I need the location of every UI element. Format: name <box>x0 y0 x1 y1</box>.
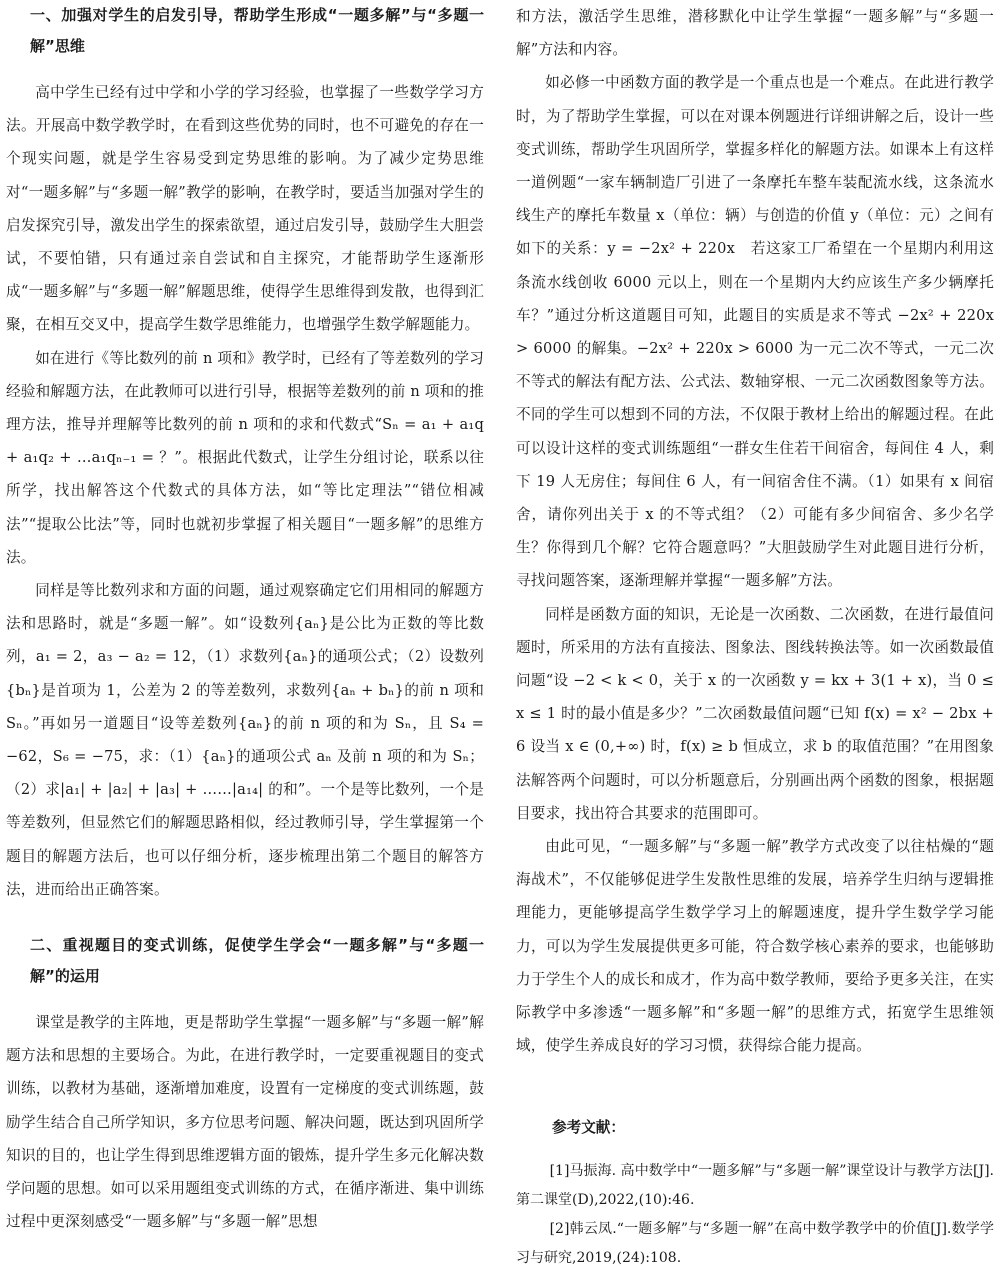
right-column <box>516 0 994 1273</box>
paragraph-7: 同样是函数方面的知识，无论是一次函数、二次函数，在进行最值问题时，所采用的方法有直接法、图象法、图线转换法等。如一次函数最值问题“设 −2 < k < 0，关于 x 的一次函数 y = kx + 3(1 + x)，当 0 ≤ x ≤ 1 时的最小值是多少？”二次函数最值问题“已知 f(x) = x² − 2bx + 6 设当 x ∈ (0,+∞) 时，f(x) ≥ b 恒成立，求 b 的取值范围？”在用图象法解答两个问题时，可以分析题意后，分别画出两个函数的图象，根据题目要求，找出符合其要求的范围即可。 <box>516 605 994 822</box>
paragraph-4: 课堂是教学的主阵地，更是帮助学生掌握“一题多解”与“多题一解”解题方法和思想的主要场合。为此，在进行教学时，一定要重视题目的变式训练，以教材为基础，逐渐增加难度，设置有一定梯度的变式训练题，鼓励学生结合自己所学知识，多方位思考问题、解决问题，既达到巩固所学知识的目的，也让学生得到思维逻辑方面的锻炼，提升学生多元化解决数学问题的思想。如可以采用题组变式训练的方式，在循序渐进、集中训练过程中更深刻感受“一题多解”与“多题一解”思想 <box>6 1014 484 1231</box>
paragraph-3: 同样是等比数列求和方面的问题，通过观察确定它们用相同的解题方法和思路时，就是“多题一解”。如“设数列{aₙ}是公比为正数的等比数列，a₁ = 2，a₃ − a₂ = 12，（1）求数列{aₙ}的通项公式；（2）设数列{bₙ}是首项为 1，公差为 2 的等差数列，求数列{aₙ + bₙ}的前 n 项和 Sₙ。”再如另一道题目“设等差数列{aₙ}的前 n 项的和为 Sₙ，且 S₄ = −62，S₆ = −75，求：（1）{aₙ}的通项公式 aₙ 及前 n 项的和为 Sₙ；（2）求|a₁| + |a₂| + |a₃| + ……|a₁₄| 的和”。一个是等比数列，一个是等差数列，但显然它们的解题思路相似，经过教师引导，学生掌握第一个题目的解题方法后，也可以仔细分析，逐步梳理出第二个题目的解答方法，进而给出正确答案。 <box>6 582 484 898</box>
paragraph-2: 如在进行《等比数列的前 n 项和》教学时，已经有了等差数列的学习经验和解题方法，在此教师可以进行引导，根据等差数列的前 n 项和的推理方法，推导并理解等比数列的前 n 项和的求和代数式“Sₙ = a₁ + a₁q + a₁q₂ + …a₁qₙ₋₁ = ？”。根据此代数式，让学生分组讨论，联系以往所学，找出解答这个代数式的具体方法，如“等比定理法”“错位相减法”“提取公比法”等，同时也就初步掌握了相关题目“一题多解”的思维方法。 <box>6 349 484 566</box>
paragraph-5: 和方法，激活学生思维，潜移默化中让学生掌握“一题多解”与“多题一解”方法和内容。 <box>516 8 994 59</box>
paragraph-6: 如必修一中函数方面的教学是一个重点也是一个难点。在此进行教学时，为了帮助学生掌握，可以在对课本例题进行详细讲解之后，设计一些变式训练，帮助学生巩固所学，掌握多样化的解题方法。如课本上有这样一道例题“一家车辆制造厂引进了一条摩托车整车装配流水线，这条流水线生产的摩托车数量 x（单位：辆）与创造的价值 y（单位：元）之间有如下的关系：y = −2x² + 220x 若这家工厂希望在一个星期内利用这条流水线创收 6000 元以上，则在一个星期内大约应该生产多少辆摩托车？”通过分析这道题目可知，此题目的实质是求不等式 −2x² + 220x > 6000 的解集。−2x² + 220x > 6000 为一元二次不等式，一元二次不等式的解法有配方法、公式法、数轴穿根、一元二次函数图象等方法。不同的学生可以想到不同的方法，不仅限于教材上给出的解题过程。在此可以设计这样的变式训练题组“一群女生住若干间宿舍，每间住 4 人，剩下 19 人无房住；每间住 6 人，有一间宿舍住不满。（1）如果有 x 间宿舍，请你列出关于 x 的不等式组？（2）可能有多少间宿舍、多少名学生？你得到几个解？它符合题意吗？”大胆鼓励学生对此题目进行分析，寻找问题答案，逐渐理解并掌握“一题多解”方法。 <box>516 74 994 590</box>
left-column <box>6 0 484 1239</box>
reference-1: [1]马振海. 高中数学中“一题多解”与“多题一解”课堂设计与教学方法[J]. 第二课堂(D),2022,(10):46. <box>516 1162 994 1208</box>
paragraph-8: 由此可见，“一题多解”与“多题一解”教学方式改变了以往枯燥的“题海战术”，不仅能够促进学生发散性思维的发展，培养学生归纳与逻辑推理能力，更能够提高学生数学学习上的解题速度，提升学生数学学习能力，可以为学生发展提供更多可能，符合数学核心素养的要求，也能够助力于学生个人的成长和成才，作为高中数学教师，要给予更多关注，在实际教学中多渗透“一题多解”和“多题一解”的思维方式，拓宽学生思维领域，使学生养成良好的学习习惯，获得综合能力提高。 <box>516 838 994 1055</box>
paragraph-1: 高中学生已经有过中学和小学的学习经验，也掌握了一些数学学习方法。开展高中数学教学时，在看到这些优势的同时，也不可避免的存在一个现实问题，就是学生容易受到定势思维的影响。为了减少定势思维对“一题多解”与“多题一解”教学的影响，在教学时，要适当加强对学生的启发探究引导，激发出学生的探索欲望，通过启发引导，鼓励学生大胆尝试，不要怕错，只有通过亲自尝试和自主探究，才能帮助学生逐渐形成“一题多解”与“多题一解”解题思维，使得学生思维得到发散，也得到汇聚，在相互交叉中，提高学生数学思维能力，也增强学生数学解题能力。 <box>6 84 484 334</box>
section-heading-2: 二、重视题目的变式训练，促使学生学会“一题多解”与“多题一解”的运用 <box>30 936 484 986</box>
references-title: 参考文献： <box>552 1118 625 1136</box>
section-heading-1: 一、加强对学生的启发引导，帮助学生形成“一题多解”与“多题一解”思维 <box>30 6 484 55</box>
reference-2: [2]韩云凤.“一题多解”与“多题一解”在高中数学教学中的价值[J].数学学习与研究,2019,(24):108. <box>516 1220 994 1266</box>
